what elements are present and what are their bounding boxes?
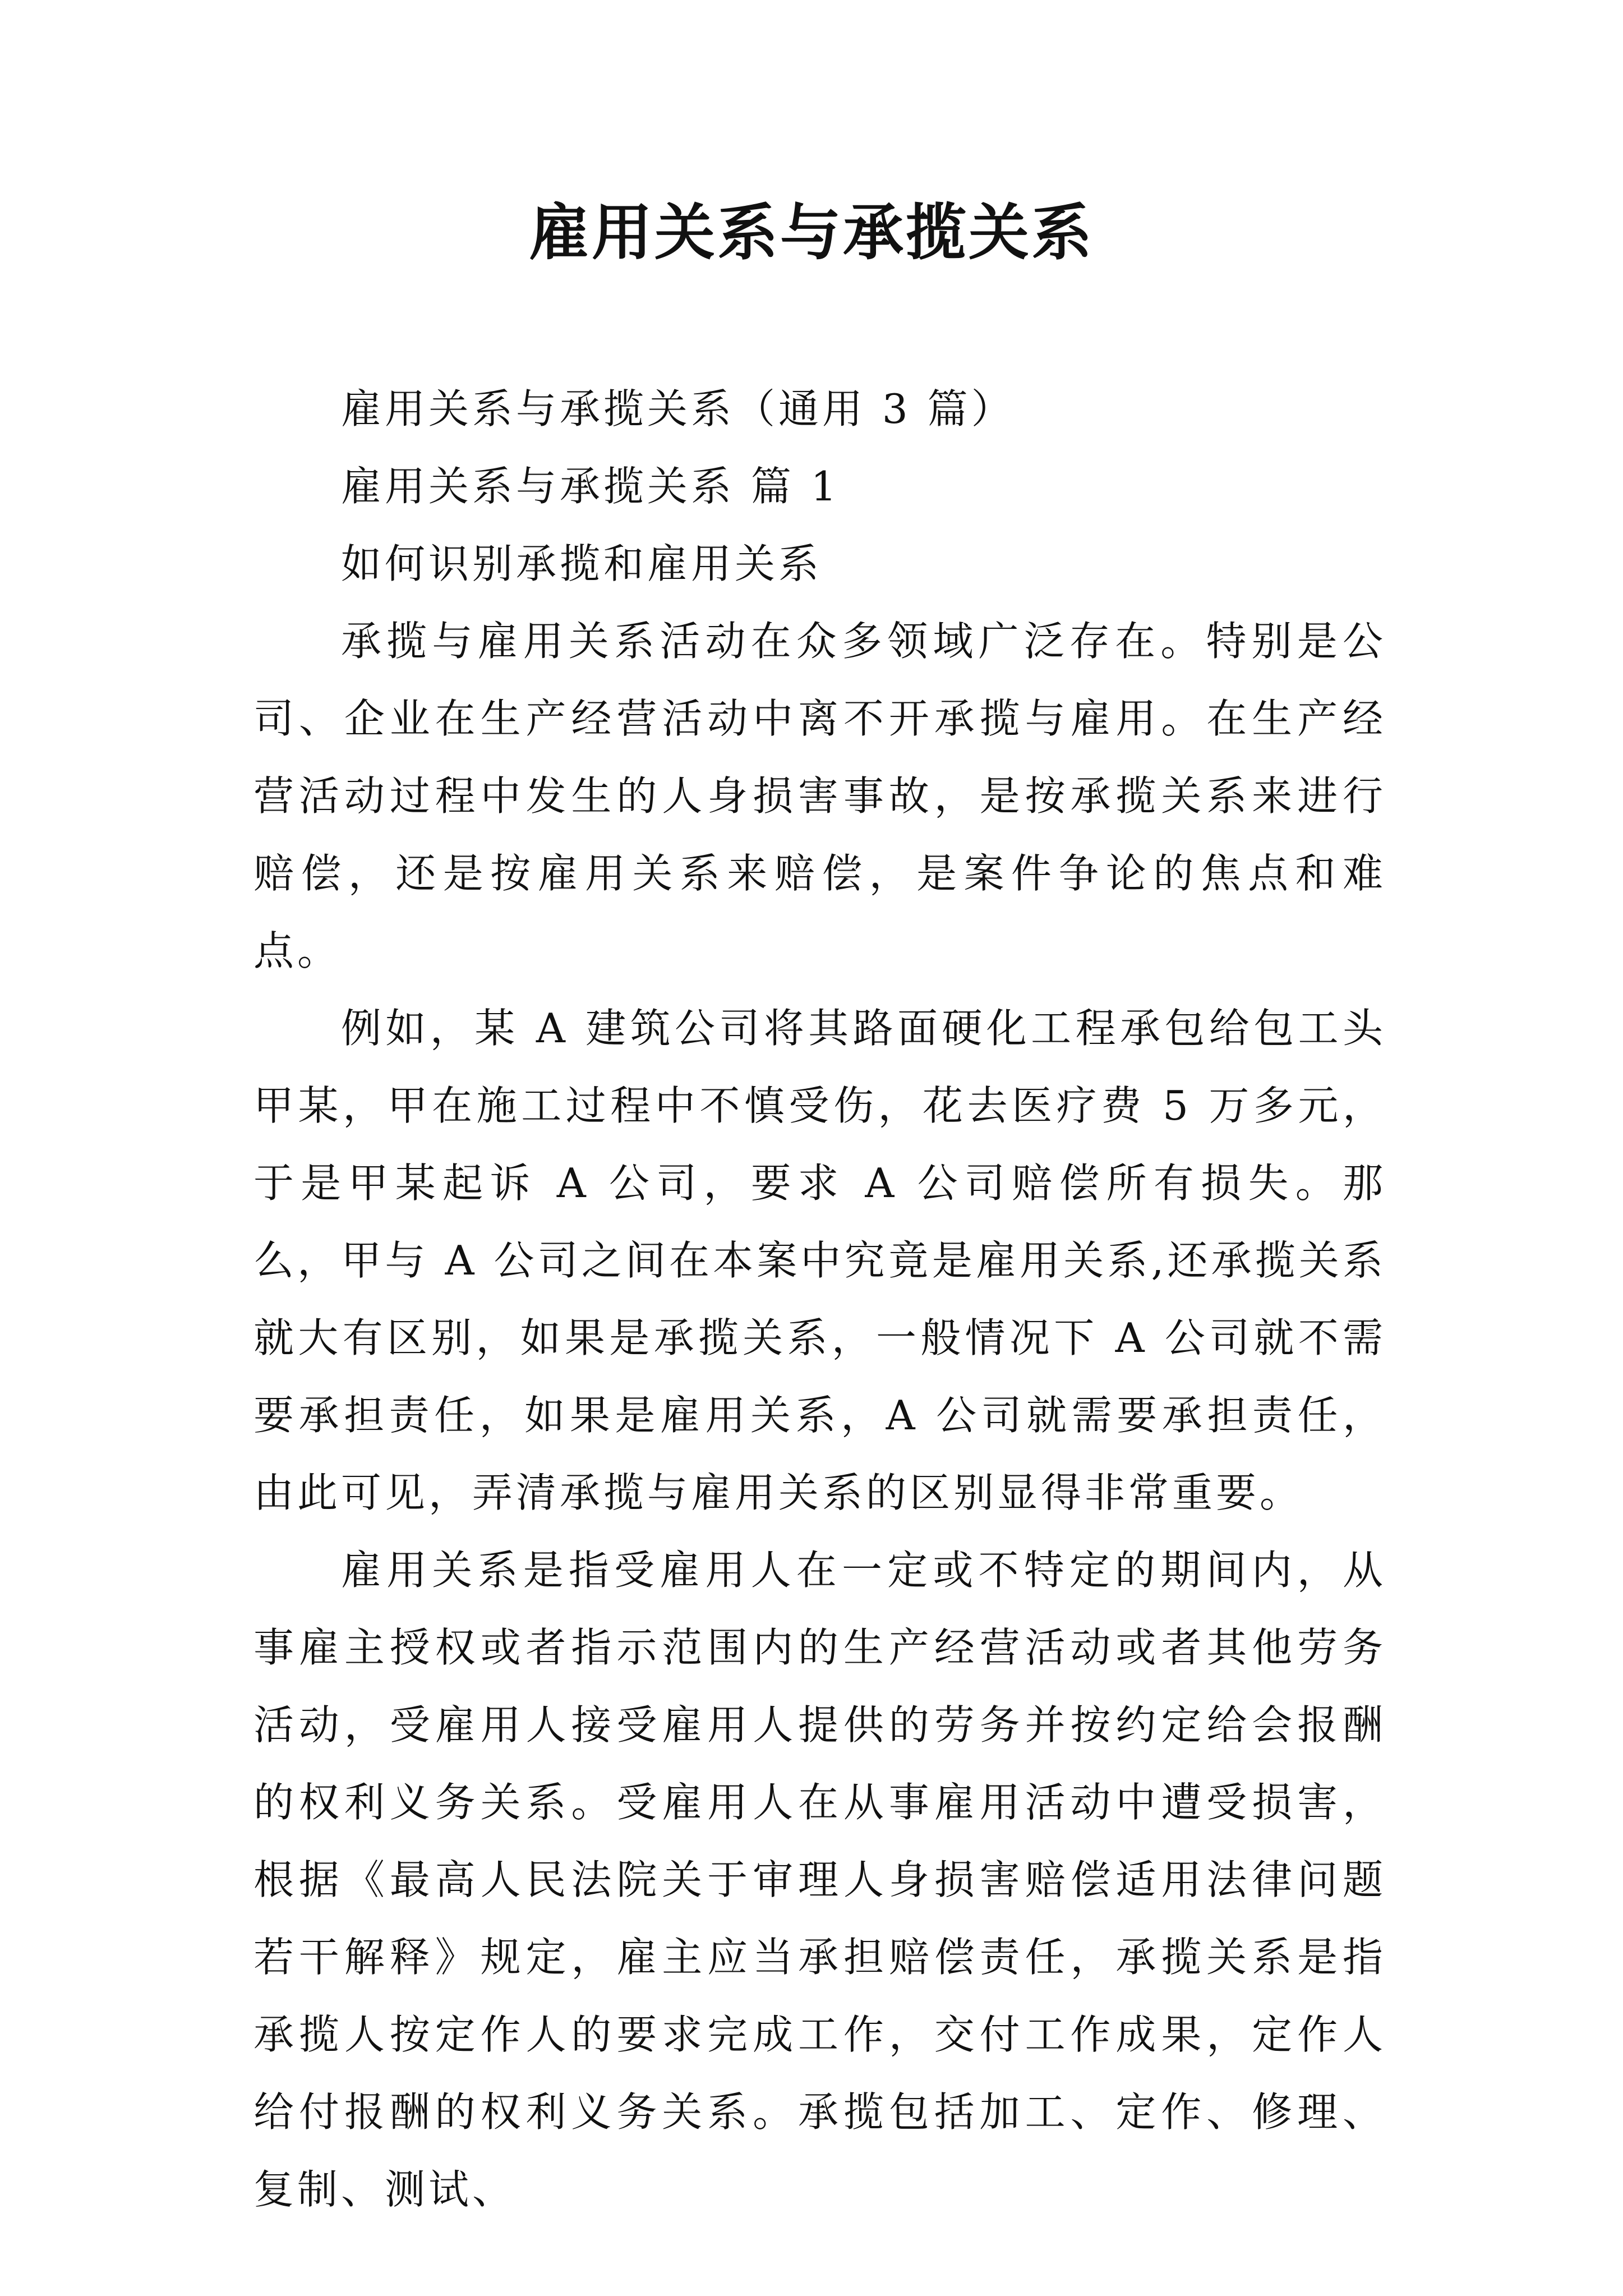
body-paragraph: 例如，某 A 建筑公司将其路面硬化工程承包给包工头甲某，甲在施工过程中不慎受伤，花去医疗费 5 万多元，于是甲某起诉 A 公司，要求 A 公司赔偿所有损失。那么，甲与 A 公司之间在本案中究竟是雇用关系,还承揽关系就大有区别，如果是承揽关系，一般情况下 A 公司就不需要承担责任，如果是雇用关系，A 公司就需要承担责任，由此可见，弄清承揽与雇用关系的区别显得非常重要。	[253, 1005, 1386, 1516]
body-paragraph: 承揽与雇用关系活动在众多领域广泛存在。特别是公司、企业在生产经营活动中离不开承揽与雇用。在生产经营活动过程中发生的人身损害事故，是按承揽关系来进行赔偿，还是按雇用关系来赔偿，是案件争论的焦点和难点。	[253, 618, 1386, 974]
document-title: 雇用关系与承揽关系	[528, 197, 1094, 268]
document-body	[253, 370, 1386, 2228]
body-paragraph: 雇用关系是指受雇用人在一定或不特定的期间内，从事雇主授权或者指示范围内的生产经营活动或者其他劳务活动，受雇用人接受雇用人提供的劳务并按约定给会报酬的权利义务关系。受雇用人在从事雇用活动中遭受损害，根据《最高人民法院关于审理人身损害赔偿适用法律问题若干解释》规定，雇主应当承担赔偿责任，承揽关系是指承揽人按定作人的要求完成工作，交付工作成果，定作人给付报酬的权利义务关系。承揽包括加工、定作、修理、复制、测试、	[253, 1547, 1386, 2213]
collection-heading: 雇用关系与承揽关系（通用 3 篇）	[341, 385, 1015, 432]
section-heading: 如何识别承揽和雇用关系	[341, 540, 823, 587]
article-heading: 雇用关系与承揽关系 篇 1	[341, 463, 840, 510]
